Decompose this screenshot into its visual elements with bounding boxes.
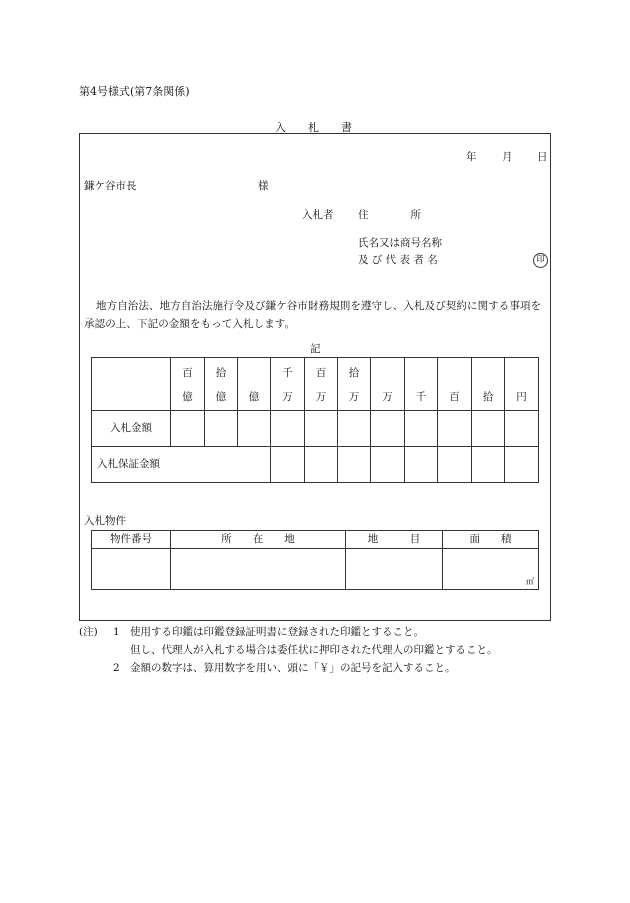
seal-mark: 印 bbox=[533, 253, 548, 268]
property-section-title: 入札物件 bbox=[84, 515, 126, 527]
address-label: 住 所 bbox=[358, 209, 421, 221]
date-year-label: 年 bbox=[466, 151, 477, 163]
digit-header-cell: 拾 万 bbox=[338, 358, 371, 411]
addressee-honorific: 様 bbox=[258, 180, 269, 192]
digit-header-cell: 拾 億 bbox=[205, 358, 238, 411]
date-day-label: 日 bbox=[537, 151, 548, 163]
note-text: 使用する印鑑は印鑑登録証明書に登録された印鑑とすること。 bbox=[130, 626, 424, 638]
location-cell[interactable] bbox=[171, 549, 346, 590]
property-header-row bbox=[92, 531, 539, 549]
bid-amount-cell[interactable] bbox=[405, 411, 438, 447]
guarantee-amount-label: 入札保証金額 bbox=[92, 447, 271, 483]
guarantee-amount-cell[interactable] bbox=[405, 447, 438, 483]
bid-amount-label: 入札金額 bbox=[92, 411, 171, 447]
note-number: 2 bbox=[113, 662, 120, 674]
digit-header-cell: 百 万 bbox=[305, 358, 338, 411]
amount-header-blank bbox=[92, 358, 171, 411]
area-unit: ㎡ bbox=[526, 576, 534, 586]
property-table bbox=[91, 530, 539, 590]
area-cell[interactable] bbox=[443, 549, 539, 590]
bid-amount-cell[interactable] bbox=[271, 411, 305, 447]
guarantee-amount-cell[interactable] bbox=[505, 447, 539, 483]
guarantee-amount-cell[interactable] bbox=[371, 447, 405, 483]
amount-table bbox=[91, 357, 539, 483]
location-header: 所 在 地 bbox=[171, 531, 346, 549]
digit-header-cell: 千 bbox=[405, 358, 438, 411]
digit-header-cell: 円 bbox=[505, 358, 539, 411]
date-month-label: 月 bbox=[502, 151, 513, 163]
addressee-name: 鎌ケ谷市長 bbox=[84, 180, 137, 192]
note-text: 金額の数字は、算用数字を用い、頭に「￥」の記号を記入すること。 bbox=[130, 662, 456, 674]
bid-amount-cell[interactable] bbox=[371, 411, 405, 447]
area-header: 面 積 bbox=[443, 531, 539, 549]
bid-amount-cell[interactable] bbox=[305, 411, 338, 447]
digit-header-cell: 万 bbox=[371, 358, 405, 411]
bidder-label: 入札者 bbox=[302, 209, 334, 221]
digit-header-cell: 億 bbox=[238, 358, 271, 411]
guarantee-amount-cell[interactable] bbox=[305, 447, 338, 483]
ki-label: 記 bbox=[310, 343, 321, 355]
digit-header-cell: 千 万 bbox=[271, 358, 305, 411]
bid-amount-cell[interactable] bbox=[171, 411, 205, 447]
guarantee-amount-cell[interactable] bbox=[338, 447, 371, 483]
property-number-header: 物件番号 bbox=[92, 531, 171, 549]
name-label-line1: 氏名又は商号名称 bbox=[358, 237, 442, 249]
guarantee-amount-cell[interactable] bbox=[438, 447, 472, 483]
bid-amount-cell[interactable] bbox=[505, 411, 539, 447]
statement-paragraph: 地方自治法、地方自治法施行令及び鎌ケ谷市財務規則を遵守し、入札及び契約に関する事項を承認の上、下記の金額をもって入札します。 bbox=[84, 300, 542, 330]
notes-prefix: (注) bbox=[79, 626, 98, 638]
property-data-row bbox=[92, 549, 539, 590]
bid-amount-cell[interactable] bbox=[438, 411, 472, 447]
name-label-line2: 及 び 代 表 者 名 bbox=[358, 254, 438, 266]
digit-header-cell: 百 bbox=[438, 358, 472, 411]
guarantee-amount-cell[interactable] bbox=[271, 447, 305, 483]
document-title: 入 札 書 bbox=[275, 121, 352, 134]
property-number-cell[interactable] bbox=[92, 549, 171, 590]
bid-amount-cell[interactable] bbox=[238, 411, 271, 447]
land-category-cell[interactable] bbox=[346, 549, 443, 590]
bid-amount-cell[interactable] bbox=[472, 411, 505, 447]
land-category-header: 地 目 bbox=[346, 531, 443, 549]
bid-amount-cell[interactable] bbox=[205, 411, 238, 447]
guarantee-amount-row bbox=[92, 447, 539, 483]
note-number: 1 bbox=[113, 626, 120, 638]
bid-amount-cell[interactable] bbox=[338, 411, 371, 447]
digit-header-cell: 百 億 bbox=[171, 358, 205, 411]
guarantee-amount-cell[interactable] bbox=[472, 447, 505, 483]
amount-header-row bbox=[92, 358, 539, 411]
form-number: 第4号様式(第7条関係) bbox=[79, 85, 190, 98]
bid-amount-row bbox=[92, 411, 539, 447]
digit-header-cell: 拾 bbox=[472, 358, 505, 411]
note-text: 但し、代理人が入札する場合は委任状に押印された代理人の印鑑とすること。 bbox=[130, 644, 498, 656]
